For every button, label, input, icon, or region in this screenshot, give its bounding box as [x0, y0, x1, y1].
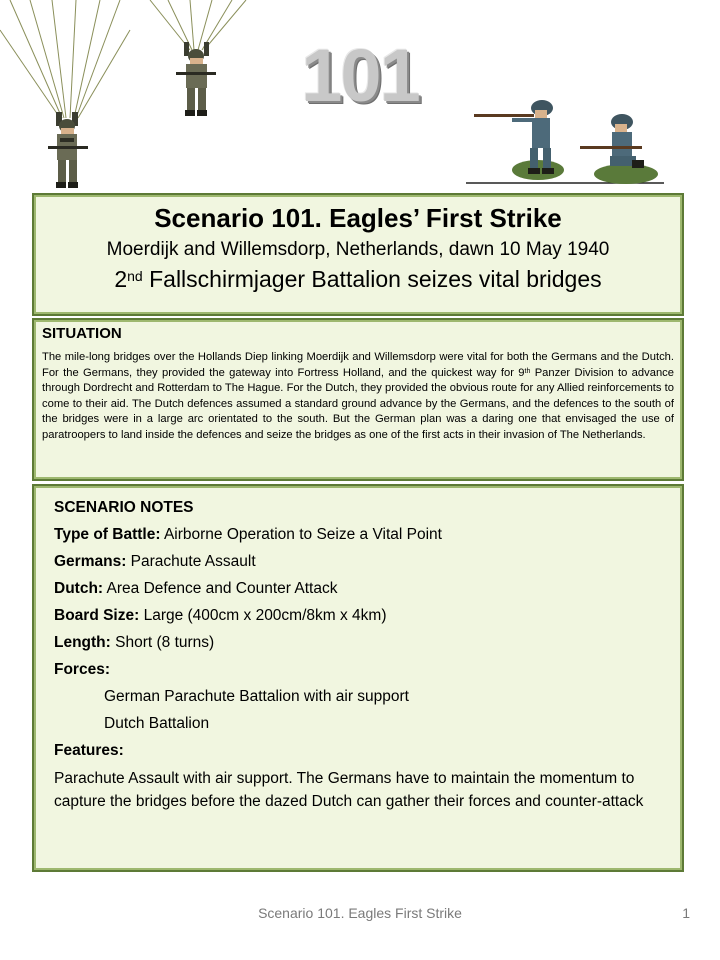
situation-body	[42, 350, 674, 444]
footer-title: Scenario 101. Eagles First Strike	[258, 905, 462, 921]
length-label: Length:	[54, 634, 111, 651]
dutch-value: Area Defence and Counter Attack	[103, 580, 338, 597]
situation-panel	[32, 318, 684, 481]
dutch-soldier-standing-icon	[474, 100, 564, 180]
features-text: Parachute Assault with air support. The Germans have to maintain the momentum to capture the bridges before the dazed Dutch can gather their forces and counter-attack	[54, 770, 644, 810]
scenario-notes-panel	[32, 484, 684, 872]
germans-value: Parachute Assault	[126, 553, 256, 570]
scenario-notes	[54, 494, 668, 813]
page-number: 1	[682, 905, 690, 921]
type-of-battle-row	[54, 521, 668, 548]
dutch-label: Dutch:	[54, 580, 104, 597]
paratrooper-left-icon	[48, 112, 88, 188]
unit-description: Fallschirmjager Battalion seizes vital bridges	[142, 266, 602, 292]
forces-item-dutch: Dutch Battalion	[104, 715, 210, 732]
scenario-unit-line	[34, 265, 682, 293]
parachute-lines-left-icon	[0, 0, 130, 118]
length-row	[54, 629, 668, 656]
situation-heading: SITUATION	[42, 325, 122, 342]
unit-number: 2	[114, 266, 128, 292]
scenario-number-logo: 101	[301, 34, 419, 117]
parachute-lines-middle-icon	[150, 0, 246, 50]
forces-row	[54, 656, 668, 683]
scenario-location: Moerdijk and Willemsdorp, Netherlands, dawn 10 May 1940	[106, 239, 610, 260]
germans-label: Germans:	[54, 553, 127, 570]
title-panel	[32, 193, 684, 316]
type-of-battle-label: Type of Battle:	[54, 526, 161, 543]
situation-text-part1: The mile-long bridges over the Hollands Diep linking Moerdijk and Willemsdorp were vital for both the Germans and the Dutch. For the Germans, they provided the gateway into Fortress Holland, and the quickest way for 9	[42, 351, 674, 379]
forces-label: Forces:	[54, 661, 110, 678]
type-of-battle-value: Airborne Operation to Seize a Vital Point	[160, 526, 442, 543]
length-value: Short (8 turns)	[110, 634, 215, 651]
features-row	[54, 737, 668, 764]
situation-ordinal: th	[524, 367, 531, 375]
situation-text-part2: Panzer Division to advance through Dordrecht and Rotterdam to The Hague. For the Dutch, they provided the obvious route for any Allied reinforcements to come to their aid. The Dutch defences assumed a standard ground advance by the Germans, and the defences to the south of the bridges were in a large arc orientated to the south. But the German plan was a daring one that envisaged the use of paratroopers to land inside the defences and seize the bridges as one of the first acts in their invasion of The Netherlands.	[42, 366, 674, 441]
board-size-row	[54, 602, 668, 629]
germans-row	[54, 548, 668, 575]
forces-item-german: German Parachute Battalion with air support	[104, 688, 409, 705]
paratrooper-middle-icon	[176, 42, 216, 116]
board-size-label: Board Size:	[54, 607, 140, 624]
scenario-title: Scenario 101. Eagles’ First Strike	[154, 203, 562, 233]
notes-heading: SCENARIO NOTES	[54, 499, 194, 516]
board-size-value: Large (400cm x 200cm/8km x 4km)	[139, 607, 387, 624]
unit-ordinal: nd	[127, 268, 143, 284]
dutch-row	[54, 575, 668, 602]
features-label: Features:	[54, 742, 124, 759]
dutch-soldier-kneeling-icon	[580, 114, 658, 184]
